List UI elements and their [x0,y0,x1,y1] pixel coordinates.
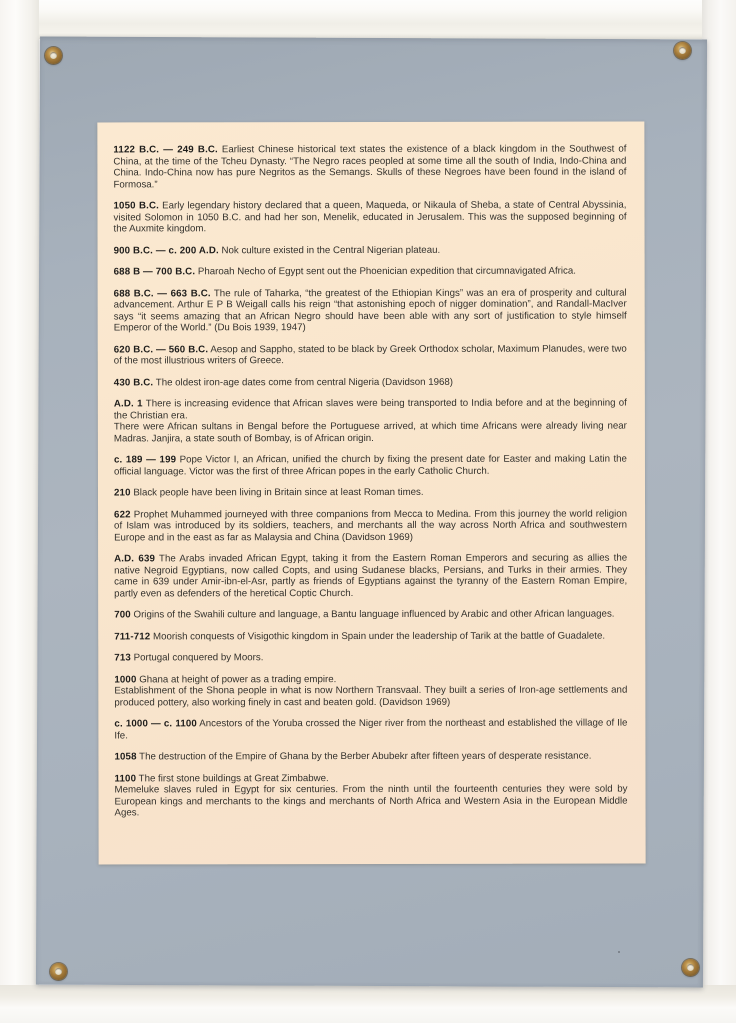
timeline-entry [114,609,627,621]
timeline-entry-date: 1122 B.C. — 249 B.C. [113,144,218,156]
timeline-entry [114,376,627,388]
timeline-entry [114,244,627,256]
grommet-bottom-right-icon [682,959,699,976]
timeline-entry [114,652,627,664]
timeline-entry-text: Ancestors of the Yoruba crossed the Niger river from the northeast and established the village of Ile Ife. [114,717,628,741]
timeline-entry-text: The destruction of the Empire of Ghana by the Berber Abubekr after fifteen years of desperate resistance. [139,750,592,763]
timeline-entry-text: Ghana at height of power as a trading empire. [139,673,337,685]
timeline-entry-text: Portugal conquered by Moors. [133,652,264,664]
timeline-entry-date: 700 [114,609,131,621]
timeline-entry-date: 688 B.C. — 663 B.C. [113,287,211,299]
timeline-entry-text: The first stone buildings at Great Zimbabwe. [138,772,329,784]
timeline-paper [97,122,645,865]
timeline-entry [114,487,627,499]
timeline-entry-date: 1000 [114,673,137,685]
timeline-entry [114,673,627,708]
timeline-entry-date: 688 B — 700 B.C. [113,266,196,278]
timeline-entry-date: A.D. 1 [113,398,143,410]
timeline-entry [114,343,627,367]
timeline-entry-date: 620 B.C. — 560 B.C. [113,343,209,355]
timeline-entry-text: Aesop and Sappho, stated to be black by Greek Orthodox scholar, Maximum Planudes, were two of the most illustrious writers of Greece. [113,343,627,367]
timeline-entry [114,772,627,819]
grommet-top-right-icon [674,42,691,59]
timeline-entry-date: 622 [114,508,131,520]
grommet-top-left-icon [45,47,62,64]
timeline-entry-text: Moorish conquests of Visigothic kingdom in Spain under the leadership of Tarik at the battle of Guadalete. [153,630,606,642]
timeline-entry-date: c. 189 — 199 [113,454,177,466]
board-speck [618,951,620,953]
timeline-entry-date: 430 B.C. [113,376,154,388]
timeline-entry-text: Prophet Muhammed journeyed with three companions from Mecca to Medina. From this journey the world religion of Islam was introduced by its soldiers, teachers, and merchants all the way across North Africa and southwestern Europe and in the east as far as Malaysia and China (Davidson 1969) [114,508,628,543]
timeline-entry-text: Earliest Chinese historical text states the existence of a black kingdom in the Southwest of China, at the time of the Tcheu Dynasty. “The Negro races peopled at some time all the south of India, Indo-China and China. Indo-China now has pure Negritos as the Semangs. Skulls of these Negroes have been found in the island of Formosa.” [113,143,627,190]
timeline-entry-date: c. 1000 — c. 1100 [114,718,197,730]
timeline-entry-date: 713 [114,652,131,664]
timeline-entry-date: 1100 [114,772,137,784]
acrylic-frame-left-edge [0,0,39,1023]
timeline-entry-text: Nok culture existed in the Central Nigerian plateau. [221,244,441,256]
timeline-entry [114,287,627,334]
timeline-entry [114,508,627,543]
timeline-entry-text: Black people have been living in Britain since at least Roman times. [133,486,424,499]
timeline-entry [114,398,627,445]
timeline-entry-extra: There were African sultans in Bengal before the Portuguese arrived, at which time Africans were already living near Madras. Janjira, a state south of Bombay, is of African origin. [113,420,627,444]
grommet-bottom-left-icon [50,963,67,980]
timeline-entry [114,630,627,642]
timeline-entry-extra: Establishment of the Shona people in what is now Northern Transvaal. They built a series of Iron-age settlements and produced pottery, also working finely in cast and beaten gold. (Davidson 1969) [114,684,628,708]
timeline-entry-date: A.D. 639 [114,553,156,565]
timeline-entry-text: Origins of the Swahili culture and language, a Bantu language influenced by Arabic and other African languages. [133,608,615,621]
timeline-entry-text: There is increasing evidence that African slaves were being transported to India before and at the beginning of the Christian era. [113,397,627,421]
timeline-entry-date: 210 [113,487,131,499]
timeline-entry-date: 1058 [114,751,137,763]
timeline-entry-text: The oldest iron-age dates come from central Nigeria (Davidson 1968) [155,376,454,388]
timeline-entry-date: 711-712 [114,630,151,642]
timeline-entry-extra: Memeluke slaves ruled in Egypt for six centuries. From the ninth until the fourteenth centuries they were sold by European kings and merchants to the kings and merchants of North Africa and Western Asia in the European Middle Ages. [114,783,628,819]
timeline-entry [113,144,626,191]
acrylic-frame-top-edge [0,0,736,39]
timeline-entry [114,454,627,478]
timeline-entry-text: The rule of Taharka, “the greatest of the Ethiopian Kings” was an era of prosperity and cultural advancement. Arthur E P B Weigall calls his reign “that astonishing epoch of nigger domination”, and Randall-MacIver says “it seems amazing that an African Negro should have been able with any sort of justification to style himself Emperor of the World.” (Du Bois 1939, 1947) [113,287,627,334]
timeline-entry [114,266,627,278]
timeline-entry [114,751,627,763]
timeline-entry-text: Pharoah Necho of Egypt sent out the Phoenician expedition that circumnavigated Africa. [197,265,576,278]
acrylic-frame-right-edge [702,0,736,1023]
timeline-entry [114,718,627,742]
timeline-entry-date: 1050 B.C. [113,200,159,212]
timeline-entry-date: 900 B.C. — c. 200 A.D. [113,244,219,256]
timeline-entries [113,144,627,819]
timeline-entry-text: Early legendary history declared that a queen, Maqueda, or Nikaula of Sheba, a state of Central Abyssinia, visited Solomon in 1050 B.C. and had her son, Menelik, educated in Jerusalem. This was the supposed beginning of the Auxmite kingdom. [113,199,627,235]
timeline-entry-text: Pope Victor I, an African, unified the church by fixing the present date for Easter and making Latin the official language. Victor was the first of three African popes in the early Catholic Church. [113,453,627,477]
timeline-entry [113,200,626,235]
acrylic-frame-bottom-edge [0,985,736,1023]
timeline-entry-text: The Arabs invaded African Egypt, taking it from the Eastern Roman Emperors and securing as allies the native Negroid Egyptians, now called Copts, and using Sudanese blacks, Persians, and Turks in their armies. They came in 639 under Amir-ibn-el-Asr, partly as friends of Egyptians against the tyranny of the Eastern Roman Empire, partly even as defenders of the heretical Coptic Church. [114,552,628,599]
timeline-entry [114,553,627,600]
